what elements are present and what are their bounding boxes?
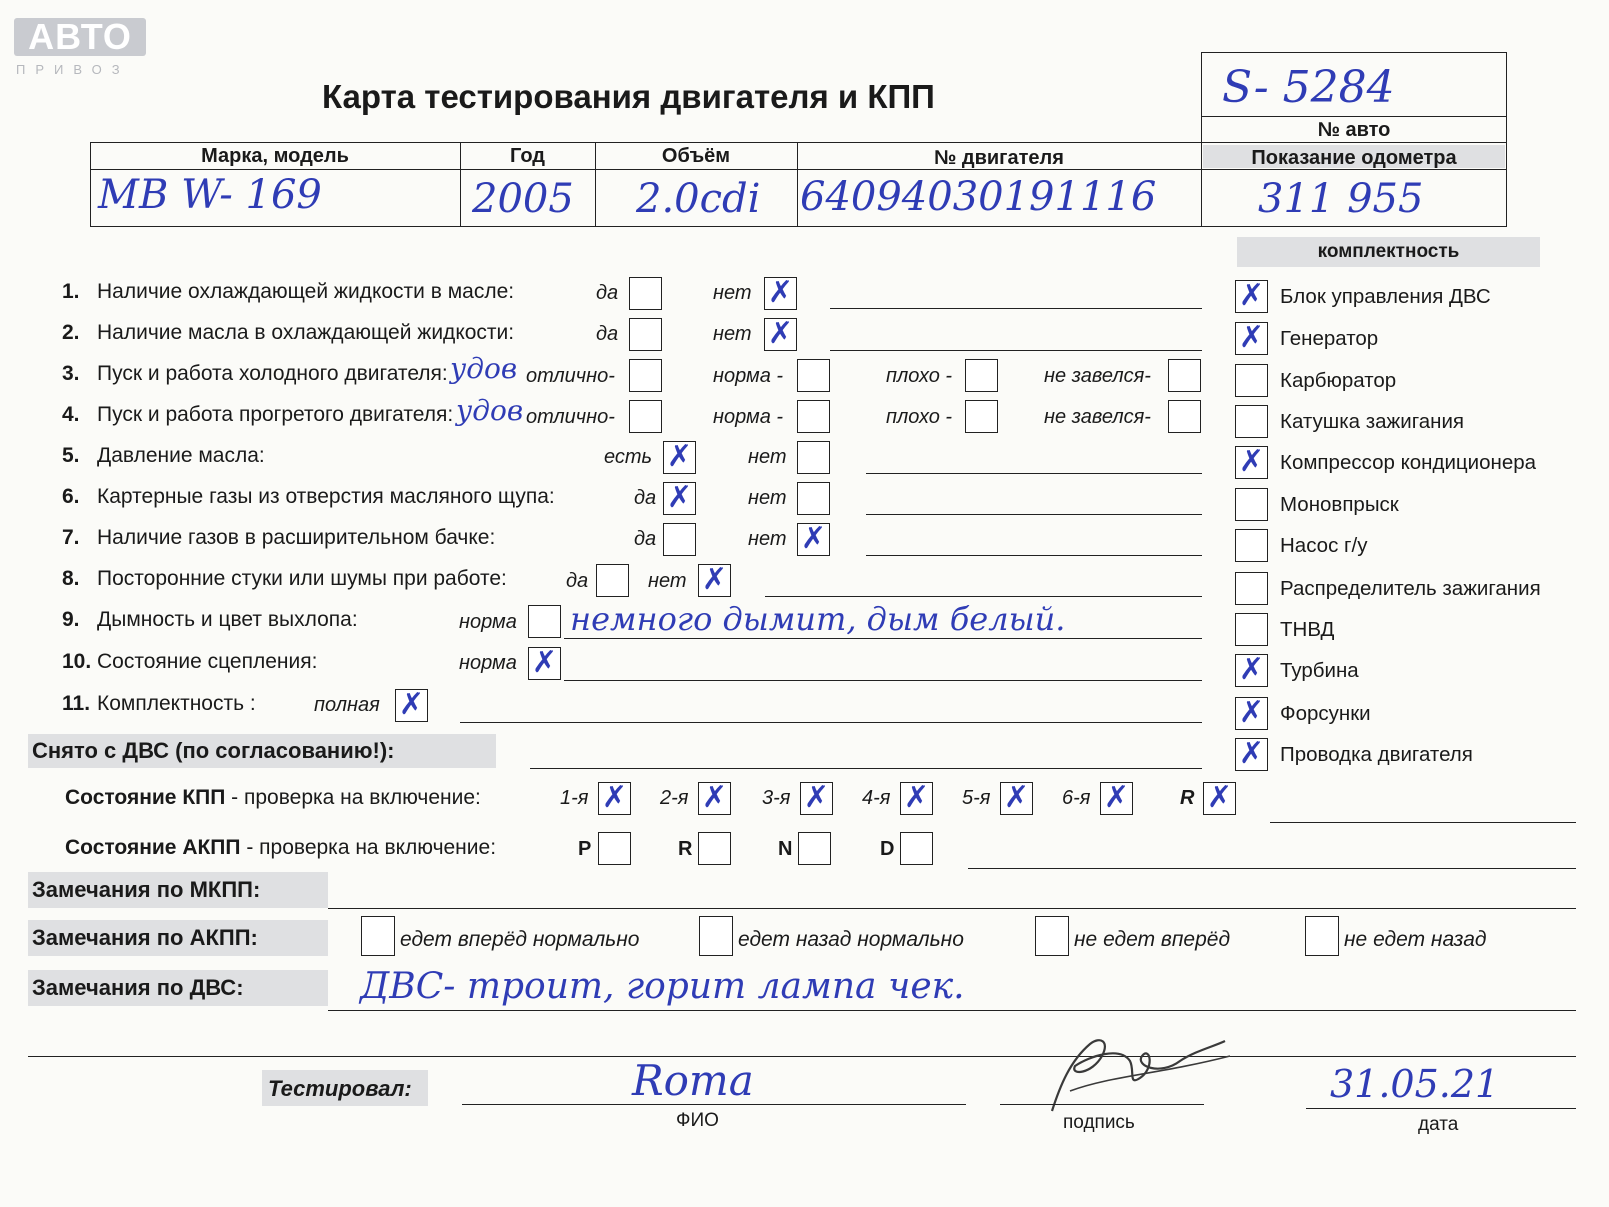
kit-item[interactable] bbox=[1235, 405, 1565, 439]
q4-opt2-label: норма - bbox=[713, 406, 784, 428]
akpp-label-rest: - проверка на включение: bbox=[240, 836, 497, 859]
q2-note-line bbox=[830, 350, 1202, 351]
kit-item-checkbox[interactable] bbox=[1235, 405, 1268, 438]
signature[interactable] bbox=[1030, 1016, 1240, 1126]
kpp-gear-r-checkbox[interactable]: ✗ bbox=[1203, 782, 1236, 815]
removed-line bbox=[530, 768, 1202, 769]
q6-text: Картерные газы из отверстия масляного щупа: bbox=[97, 485, 555, 508]
q3-opt3-checkbox[interactable] bbox=[965, 359, 998, 392]
kpp-gear-1-label: 1-я bbox=[560, 787, 589, 809]
akpp-no-backward-label: не едет назад bbox=[1344, 928, 1487, 951]
q5-text: Давление масла: bbox=[97, 444, 265, 467]
akpp-backward-ok-label: едет назад нормально bbox=[738, 928, 964, 951]
q11-number: 11. bbox=[62, 692, 91, 715]
q3-opt1-checkbox[interactable] bbox=[629, 359, 662, 392]
q10-opt1-label: норма bbox=[459, 652, 517, 674]
kpp-gear-4-checkbox[interactable]: ✗ bbox=[900, 782, 933, 815]
q8-opt1-label: да bbox=[566, 570, 589, 592]
kit-item[interactable] bbox=[1235, 697, 1565, 731]
q2-number: 2. bbox=[62, 321, 80, 344]
q2-opt2-checkbox[interactable]: ✗ bbox=[764, 318, 797, 351]
q11-note-line bbox=[460, 722, 1202, 723]
q9-text: Дымность и цвет выхлопа: bbox=[97, 608, 358, 631]
q10-opt1-checkbox[interactable]: ✗ bbox=[528, 647, 561, 680]
engine-label: № двигателя bbox=[934, 147, 1064, 169]
kpp-gear-2-checkbox[interactable]: ✗ bbox=[698, 782, 731, 815]
kit-item-checkbox[interactable]: ✗ bbox=[1235, 654, 1268, 687]
kit-item-checkbox[interactable] bbox=[1235, 613, 1268, 646]
kit-item[interactable] bbox=[1235, 446, 1565, 480]
kit-item[interactable] bbox=[1235, 738, 1565, 772]
kit-item-label: Насос г/у bbox=[1280, 534, 1368, 557]
q6-number: 6. bbox=[62, 485, 80, 508]
kit-item-label: Турбина bbox=[1280, 659, 1359, 682]
q2-text: Наличие масла в охлаждающей жидкости: bbox=[97, 321, 515, 344]
q8-note-line bbox=[765, 596, 1202, 597]
q10-number: 10. bbox=[62, 650, 92, 673]
kit-item-checkbox[interactable] bbox=[1235, 529, 1268, 562]
q9-opt1-checkbox[interactable] bbox=[528, 605, 561, 638]
fio-label: ФИО bbox=[676, 1110, 719, 1131]
q3-opt2-checkbox[interactable] bbox=[797, 359, 830, 392]
q5-number: 5. bbox=[62, 444, 80, 467]
q7-note-line bbox=[866, 555, 1202, 556]
volume-label: Объём bbox=[661, 145, 731, 167]
volume-value[interactable]: 2.0cdi bbox=[636, 176, 761, 222]
q7-opt1-label: да bbox=[634, 528, 657, 550]
q3-opt4-checkbox[interactable] bbox=[1168, 359, 1201, 392]
q2-opt2-label: нет bbox=[713, 323, 752, 345]
q4-handwritten-note[interactable]: удов bbox=[456, 394, 524, 427]
q6-opt2-label: нет bbox=[748, 487, 787, 509]
kit-item[interactable] bbox=[1235, 322, 1565, 356]
q9-number: 9. bbox=[62, 608, 80, 631]
q6-opt2-checkbox[interactable] bbox=[797, 482, 830, 515]
q1-number: 1. bbox=[62, 280, 80, 303]
q4-number: 4. bbox=[62, 403, 80, 426]
year-label: Год bbox=[510, 145, 545, 167]
kpp-gear-2-label: 2-я bbox=[660, 787, 689, 809]
dvs-remarks-line-2 bbox=[28, 1056, 1576, 1057]
kit-item-label: Проводка двигателя bbox=[1280, 743, 1473, 766]
q5-opt1-checkbox[interactable]: ✗ bbox=[663, 441, 696, 474]
q10-text: Состояние сцепления: bbox=[97, 650, 318, 673]
akpp-mode-n-label: N bbox=[778, 838, 793, 860]
brand-label: Марка, модель bbox=[201, 145, 349, 167]
kit-item-checkbox[interactable]: ✗ bbox=[1235, 280, 1268, 313]
q1-opt2-label: нет bbox=[713, 282, 752, 304]
akpp-no-forward-checkbox[interactable] bbox=[1035, 916, 1069, 956]
akpp-backward-ok-checkbox[interactable] bbox=[699, 916, 733, 956]
kit-item-checkbox[interactable]: ✗ bbox=[1235, 446, 1268, 479]
kpp-label bbox=[65, 786, 481, 810]
q9-note-line bbox=[564, 638, 1202, 639]
q8-opt1-checkbox[interactable] bbox=[596, 564, 629, 597]
dvs-remarks-label: Замечания по ДВС: bbox=[32, 975, 244, 1000]
kit-item[interactable] bbox=[1235, 613, 1565, 647]
q1-text: Наличие охлаждающей жидкости в масле: bbox=[97, 280, 515, 303]
kpp-gear-1-checkbox[interactable]: ✗ bbox=[598, 782, 631, 815]
q9-handwritten-note[interactable]: немного дымит, дым белый. bbox=[570, 600, 1066, 638]
removed-label: Снято с ДВС (по согласованию!): bbox=[32, 738, 395, 763]
kit-item-checkbox[interactable] bbox=[1235, 572, 1268, 605]
q7-opt2-label: нет bbox=[748, 528, 787, 550]
q4-opt1-checkbox[interactable] bbox=[629, 400, 662, 433]
car-number-divider bbox=[1201, 116, 1507, 117]
q3-opt4-label: не завелся- bbox=[1044, 365, 1151, 387]
kit-item-label: Компрессор кондиционера bbox=[1280, 451, 1537, 474]
mkpp-remarks-label: Замечания по МКПП: bbox=[32, 877, 261, 902]
kit-item-checkbox[interactable]: ✗ bbox=[1235, 322, 1268, 355]
q3-opt2-label: норма - bbox=[713, 365, 784, 387]
brand-value[interactable]: MB W- 169 bbox=[98, 172, 322, 218]
sign-label: подпись bbox=[1063, 1112, 1135, 1133]
q3-opt3-label: плохо - bbox=[886, 365, 953, 387]
q6-opt1-label: да bbox=[634, 487, 657, 509]
kit-item[interactable] bbox=[1235, 488, 1565, 522]
akpp-mode-r-checkbox[interactable] bbox=[698, 832, 731, 865]
car-number-value[interactable]: S- 5284 bbox=[1222, 62, 1395, 113]
akpp-label-bold: Состояние АКПП bbox=[65, 836, 241, 859]
kit-item-label: ТНВД bbox=[1280, 618, 1335, 641]
kpp-gear-r-label: R bbox=[1180, 787, 1195, 809]
akpp-mode-d-checkbox[interactable] bbox=[900, 832, 933, 865]
q8-number: 8. bbox=[62, 567, 80, 590]
q4-opt3-label: плохо - bbox=[886, 406, 953, 428]
kpp-label-rest: - проверка на включение: bbox=[225, 786, 481, 809]
kit-item-checkbox[interactable] bbox=[1235, 364, 1268, 397]
q5-note-line bbox=[866, 473, 1202, 474]
date-line bbox=[1306, 1108, 1576, 1109]
kpp-note-line bbox=[1270, 822, 1576, 823]
odometer-value[interactable]: 311 955 bbox=[1258, 176, 1424, 222]
akpp-no-forward-label: не едет вперёд bbox=[1074, 928, 1231, 951]
car-number-label: № авто bbox=[1317, 119, 1391, 141]
year-value[interactable]: 2005 bbox=[472, 176, 574, 222]
odometer-label: Показание одометра bbox=[1251, 147, 1457, 169]
kit-item[interactable] bbox=[1235, 572, 1565, 606]
sign-line bbox=[1000, 1104, 1204, 1105]
q5-opt1-label: есть bbox=[604, 446, 653, 468]
q1-opt2-checkbox[interactable]: ✗ bbox=[764, 277, 797, 310]
logo-subtitle: ПРИВОЗ bbox=[16, 62, 130, 77]
kit-item-checkbox[interactable] bbox=[1235, 488, 1268, 521]
q5-opt2-checkbox[interactable] bbox=[797, 441, 830, 474]
kit-item-label: Карбюратор bbox=[1280, 369, 1397, 392]
kit-item[interactable] bbox=[1235, 654, 1565, 688]
kpp-gear-6-label: 6-я bbox=[1062, 787, 1091, 809]
q2-opt1-checkbox[interactable] bbox=[629, 318, 662, 351]
kit-title: комплектность bbox=[1317, 241, 1460, 262]
logo: АВТО bbox=[14, 18, 146, 56]
q3-opt1-label: отлично- bbox=[526, 365, 615, 387]
dvs-remarks-line bbox=[328, 1010, 1576, 1011]
akpp-mode-r-label: R bbox=[678, 838, 693, 860]
akpp-note-line bbox=[968, 868, 1576, 869]
akpp-remarks-label: Замечания по АКПП: bbox=[32, 925, 258, 950]
q4-opt4-checkbox[interactable] bbox=[1168, 400, 1201, 433]
kpp-gear-5-label: 5-я bbox=[962, 787, 991, 809]
fio-value[interactable]: Roma bbox=[632, 1056, 754, 1105]
q1-note-line bbox=[830, 308, 1202, 309]
q10-note-line bbox=[564, 680, 1202, 681]
q4-opt4-label: не завелся- bbox=[1044, 406, 1151, 428]
q11-opt1-checkbox[interactable]: ✗ bbox=[395, 689, 428, 722]
akpp-label bbox=[65, 836, 496, 860]
akpp-forward-ok-label: едет вперёд нормально bbox=[400, 928, 640, 951]
kpp-label-bold: Состояние КПП bbox=[65, 786, 226, 809]
kpp-gear-5-checkbox[interactable]: ✗ bbox=[1000, 782, 1033, 815]
akpp-mode-p-checkbox[interactable] bbox=[598, 832, 631, 865]
page-title: Карта тестирования двигателя и КПП bbox=[322, 78, 935, 115]
kit-item-checkbox[interactable]: ✗ bbox=[1235, 697, 1268, 730]
q3-number: 3. bbox=[62, 362, 80, 385]
kit-item[interactable] bbox=[1235, 529, 1565, 563]
akpp-mode-d-label: D bbox=[880, 838, 895, 860]
q6-opt1-checkbox[interactable]: ✗ bbox=[663, 482, 696, 515]
q3-handwritten-note[interactable]: удов bbox=[450, 352, 518, 385]
kit-item-label: Форсунки bbox=[1280, 702, 1371, 725]
q4-text: Пуск и работа прогретого двигателя: bbox=[97, 403, 454, 426]
kpp-gear-3-label: 3-я bbox=[762, 787, 791, 809]
engine-value[interactable]: 64094030191116 bbox=[800, 174, 1157, 220]
q1-opt1-label: да bbox=[596, 282, 619, 304]
akpp-no-backward-checkbox[interactable] bbox=[1305, 916, 1339, 956]
mkpp-remarks-line bbox=[328, 908, 1576, 909]
q1-opt1-checkbox[interactable] bbox=[629, 277, 662, 310]
q9-opt1-label: норма bbox=[459, 611, 517, 633]
date-label: дата bbox=[1418, 1114, 1459, 1135]
kit-item-label: Распределитель зажигания bbox=[1280, 577, 1541, 600]
kpp-gear-6-checkbox[interactable]: ✗ bbox=[1100, 782, 1133, 815]
q8-text: Посторонние стуки или шумы при работе: bbox=[97, 567, 507, 590]
akpp-mode-n-checkbox[interactable] bbox=[798, 832, 831, 865]
tested-label: Тестировал: bbox=[268, 1076, 412, 1101]
q8-opt2-checkbox[interactable]: ✗ bbox=[698, 564, 731, 597]
q5-opt2-label: нет bbox=[748, 446, 787, 468]
kit-item-label: Катушка зажигания bbox=[1280, 410, 1464, 433]
q6-note-line bbox=[866, 514, 1202, 515]
q7-opt1-checkbox[interactable] bbox=[663, 523, 696, 556]
q2-opt1-label: да bbox=[596, 323, 619, 345]
fio-line bbox=[462, 1104, 966, 1105]
kit-item-label: Блок управления ДВС bbox=[1280, 285, 1491, 308]
q8-opt2-label: нет bbox=[648, 570, 687, 592]
kit-item-label: Моновпрыск bbox=[1280, 493, 1399, 516]
q11-text: Комплектность : bbox=[97, 692, 256, 715]
dvs-remarks-note[interactable]: ДВС- троит, горит лампа чек. bbox=[360, 966, 965, 1007]
akpp-forward-ok-checkbox[interactable] bbox=[361, 916, 395, 956]
kit-item-label: Генератор bbox=[1280, 327, 1379, 350]
q4-opt3-checkbox[interactable] bbox=[965, 400, 998, 433]
kit-item-checkbox[interactable]: ✗ bbox=[1235, 738, 1268, 771]
q7-opt2-checkbox[interactable]: ✗ bbox=[797, 523, 830, 556]
q11-opt1-label: полная bbox=[314, 694, 380, 716]
kpp-gear-4-label: 4-я bbox=[862, 787, 891, 809]
kit-item[interactable] bbox=[1235, 280, 1565, 314]
q3-text: Пуск и работа холодного двигателя: bbox=[97, 362, 448, 385]
date-value[interactable]: 31.05.21 bbox=[1330, 1062, 1500, 1106]
kit-item[interactable] bbox=[1235, 364, 1565, 398]
q7-text: Наличие газов в расширительном бачке: bbox=[97, 526, 496, 549]
q4-opt1-label: отлично- bbox=[526, 406, 615, 428]
q7-number: 7. bbox=[62, 526, 80, 549]
akpp-mode-p-label: P bbox=[578, 838, 592, 860]
kpp-gear-3-checkbox[interactable]: ✗ bbox=[800, 782, 833, 815]
q4-opt2-checkbox[interactable] bbox=[797, 400, 830, 433]
